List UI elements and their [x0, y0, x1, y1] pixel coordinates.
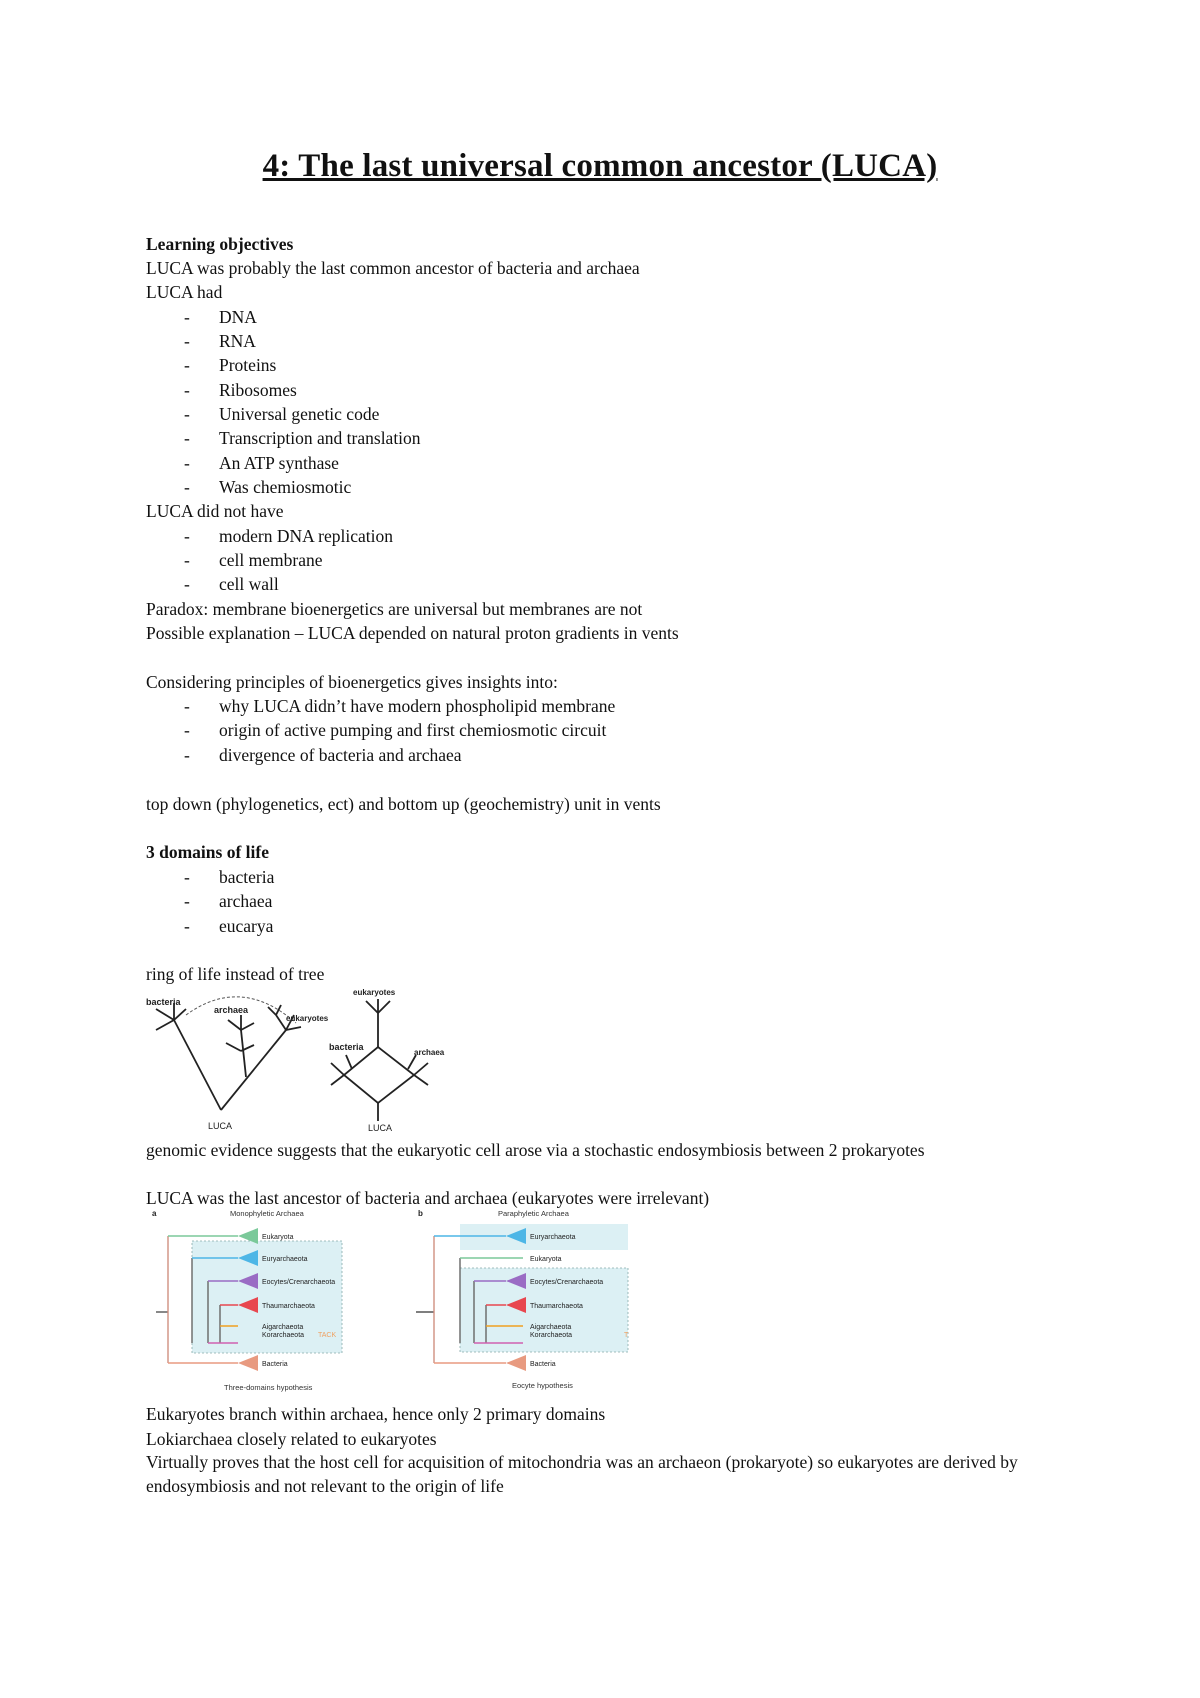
panel-a-tack: TACK	[318, 1332, 337, 1339]
list-bullet: -	[184, 380, 190, 400]
virtually-text: Virtually proves that the host cell for acquisition of mitochondria was an archaeon (prokaryote) so eukaryotes are derived by endosymbiosis and not relevant to the origin of life	[146, 1452, 1018, 1496]
list-item: modern DNA replication	[219, 526, 393, 546]
top-down-text: top down (phylogenetics, ect) and bottom up (geochemistry) unit in vents	[146, 794, 661, 814]
panel-b-tack: T	[624, 1332, 629, 1339]
panel-b-taxon: Eukaryota	[530, 1256, 562, 1263]
panel-b-taxon: Aigarchaeota	[530, 1324, 572, 1331]
list-item: DNA	[219, 307, 257, 327]
tree-label-bacteria: bacteria	[146, 997, 181, 1007]
ring-label-bacteria: bacteria	[329, 1042, 364, 1052]
panel-b-taxon: Thaumarchaeota	[530, 1303, 583, 1310]
phylogeny-figure	[148, 1206, 638, 1396]
panel-a-taxon: Eukaryota	[262, 1234, 294, 1241]
list-item: origin of active pumping and first chemiosmotic circuit	[219, 720, 607, 740]
panel-a-title: Monophyletic Archaea	[230, 1209, 304, 1218]
list-bullet: -	[184, 696, 190, 716]
panel-b-taxon: Bacteria	[530, 1361, 556, 1368]
list-item: Was chemiosmotic	[219, 477, 352, 497]
ring-diagram	[331, 999, 428, 1121]
luca-last-text: LUCA was the last ancestor of bacteria and archaea (eukaryotes were irrelevant)	[146, 1188, 710, 1208]
list-item: bacteria	[219, 867, 275, 887]
ring-of-life-figure	[146, 985, 456, 1135]
list-bullet: -	[184, 574, 190, 594]
panel-b-letter: b	[418, 1209, 423, 1218]
ring-label-archaea: archaea	[414, 1048, 445, 1057]
luca-had-heading: LUCA had	[146, 282, 223, 302]
list-bullet: -	[184, 331, 190, 351]
panel-a-taxon: Eocytes/Crenarchaeota	[262, 1279, 336, 1286]
list-item: Transcription and translation	[219, 428, 421, 448]
panel-b-taxon: Eocytes/Crenarchaeota	[530, 1279, 604, 1286]
list-item: archaea	[219, 891, 273, 911]
panel-a-caption: Three-domains hypothesis	[224, 1383, 313, 1392]
list-bullet: -	[184, 477, 190, 497]
panel-b-taxon: Korarchaeota	[530, 1332, 573, 1339]
list-bullet: -	[184, 355, 190, 375]
objectives-intro: LUCA was probably the last common ancestor of bacteria and archaea	[146, 258, 640, 278]
tree-label-archaea: archaea	[214, 1005, 249, 1015]
list-bullet: -	[184, 916, 190, 936]
list-bullet: -	[184, 453, 190, 473]
panel-b-taxon: Euryarchaeota	[530, 1234, 576, 1241]
panel-a-taxon: Thaumarchaeota	[262, 1303, 315, 1310]
list-bullet: -	[184, 428, 190, 448]
ring-label-eukaryotes: eukaryotes	[353, 988, 396, 997]
panel-a-taxon: Bacteria	[262, 1361, 288, 1368]
list-bullet: -	[184, 526, 190, 546]
list-item: cell wall	[219, 574, 279, 594]
list-bullet: -	[184, 891, 190, 911]
list-item: RNA	[219, 331, 256, 351]
list-item: Proteins	[219, 355, 277, 375]
tree-label-eukaryotes: eukaryotes	[286, 1014, 329, 1023]
objectives-heading: Learning objectives	[146, 234, 294, 254]
panel-a-letter: a	[152, 1209, 157, 1218]
list-item: why LUCA didn’t have modern phospholipid membrane	[219, 696, 616, 716]
panel-a-taxon: Korarchaeota	[262, 1332, 305, 1339]
panel-b-title: Paraphyletic Archaea	[498, 1209, 569, 1218]
list-bullet: -	[184, 867, 190, 887]
page-title: 4: The last universal common ancestor (LUCA)	[262, 148, 938, 184]
lokiarchaea-text: Lokiarchaea closely related to eukaryotes	[146, 1429, 437, 1449]
list-item: eucarya	[219, 916, 274, 936]
genomic-text: genomic evidence suggests that the eukaryotic cell arose via a stochastic endosymbiosis between 2 prokaryotes	[146, 1140, 925, 1160]
tree-label-luca: LUCA	[208, 1121, 233, 1131]
panel-a-taxon: Euryarchaeota	[262, 1256, 308, 1263]
list-item: An ATP synthase	[219, 453, 339, 473]
considering-text: Considering principles of bioenergetics gives insights into:	[146, 672, 558, 692]
luca-did-not-have-heading: LUCA did not have	[146, 501, 284, 521]
panel-a-taxon: Aigarchaeota	[262, 1324, 304, 1331]
explanation-text: Possible explanation – LUCA depended on natural proton gradients in vents	[146, 623, 679, 643]
panel-b-caption: Eocyte hypothesis	[512, 1381, 573, 1390]
list-bullet: -	[184, 307, 190, 327]
panel-a-tree	[156, 1228, 342, 1371]
list-bullet: -	[184, 720, 190, 740]
tree-of-life-diagram	[156, 1003, 301, 1110]
list-item: Ribosomes	[219, 380, 297, 400]
domains-heading: 3 domains of life	[146, 842, 269, 862]
list-item: cell membrane	[219, 550, 323, 570]
ring-label-luca: LUCA	[368, 1123, 393, 1133]
paradox-text: Paradox: membrane bioenergetics are universal but membranes are not	[146, 599, 643, 619]
list-item: Universal genetic code	[219, 404, 380, 424]
ring-text: ring of life instead of tree	[146, 964, 325, 984]
panel-b-tree	[416, 1224, 628, 1371]
list-bullet: -	[184, 550, 190, 570]
list-bullet: -	[184, 404, 190, 424]
list-bullet: -	[184, 745, 190, 765]
eukaryotes-branch-text: Eukaryotes branch within archaea, hence only 2 primary domains	[146, 1404, 606, 1424]
list-item: divergence of bacteria and archaea	[219, 745, 462, 765]
